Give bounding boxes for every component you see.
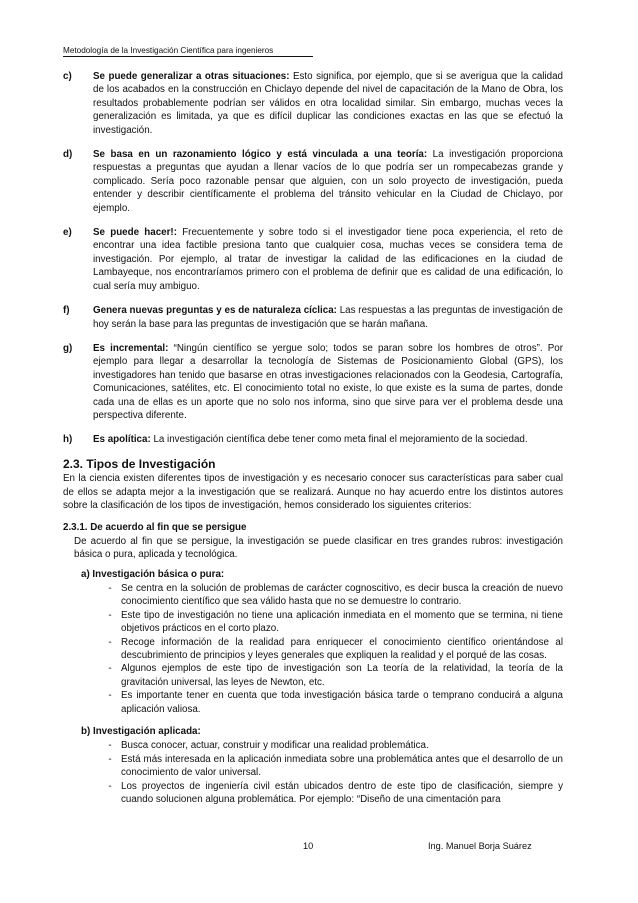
item-letter: d): [63, 149, 73, 161]
subsection-title: 2.3.1. De acuerdo al fin que se persigue: [63, 522, 247, 534]
item-title: Es apolítica:: [93, 434, 151, 446]
basic-research-block: [63, 568, 563, 716]
subsection-text: De acuerdo al fin que se persigue, la investigación se puede clasificar en tres grandes rubros: investigación básica o pura, aplicada y tecnológica.: [74, 535, 563, 561]
item-body: “Ningún científico se yergue solo; todos se paran sobre los hombres de otros”. Por ejemplo para llegar a desarrollar la tecnología de Sistemas de Posicionamiento Global (GPS), los investigadores han tenido que basarse en otras investigaciones relacionados con la Geodesia, Cartografía, Comunicaciones, satélites, etc. El conocimiento total no existe, lo que existe es la suma de partes, donde cada una de ellas es un aporte que no solo nos informa, sino que sirve para ver el problema desde una perspectiva diferente.: [93, 342, 563, 421]
bullet-text: Está más interesada en la aplicación inmediata sobre una problemática antes que el desarrollo de un conocimiento de valor universal.: [121, 753, 563, 779]
page-body: [63, 70, 563, 807]
item-letter: g): [63, 342, 73, 354]
bullet-item: [99, 662, 563, 689]
bullet-item: [99, 636, 563, 663]
basic-research-points: [99, 582, 563, 716]
item-text: [93, 304, 563, 331]
bullet-item: [99, 582, 563, 609]
item-body: La investigación científica debe tener como meta final el mejoramiento de la sociedad.: [150, 434, 528, 446]
dash-marker: -: [108, 636, 112, 648]
item-text: [93, 148, 563, 215]
item-title: Es incremental:: [93, 342, 169, 354]
dash-marker: -: [108, 690, 112, 702]
applied-research-title: b) Investigación aplicada:: [81, 726, 201, 738]
section-title: 2.3. Tipos de Investigación: [63, 456, 216, 471]
item-text: [93, 433, 563, 446]
list-item: [63, 70, 563, 137]
applied-research-points: [99, 739, 563, 806]
item-text: [93, 70, 563, 137]
list-item: [63, 304, 563, 331]
item-letter: c): [63, 71, 72, 82]
item-title: Se puede generalizar a otras situaciones:: [93, 71, 290, 82]
applied-research-block: [63, 725, 563, 806]
dash-marker: -: [108, 609, 112, 621]
bullet-text: Este tipo de investigación no tiene una aplicación inmediata en el momento que se termina, ni tiene objetivos prácticos en el corto plazo.: [121, 609, 563, 635]
item-body: Las respuestas a las preguntas de investigación de hoy serán la base para las preguntas de investigación que se harán mañana.: [93, 305, 563, 330]
page-number: 10: [303, 841, 314, 851]
dash-marker: -: [108, 740, 112, 752]
bullet-text: Busca conocer, actuar, construir y modificar una realidad problemática.: [121, 740, 429, 752]
item-body: Frecuentemente y sobre todo si el investigador tiene poca experiencia, el reto de encontrar una idea factible presiona tanto que cualquier cosa, muchas veces se considera tema de investigación. Por ejemplo, al tratar de investigar la calidad de las edificaciones en la ciudad de Lambayeque, nos encontraríamos primero con el problema de definir que es calidad de una edificación, lo cual sería muy ambiguo.: [93, 227, 563, 292]
item-title: Se basa en un razonamiento lógico y está vinculada a una teoría:: [93, 149, 428, 161]
bullet-item: [99, 753, 563, 780]
footer-author: Ing. Manuel Borja Suárez: [428, 841, 532, 851]
item-letter: e): [63, 227, 72, 239]
list-item: [63, 433, 563, 446]
item-text: [93, 342, 563, 422]
dash-marker: -: [108, 663, 112, 675]
dash-marker: -: [108, 753, 112, 765]
bullet-text: Recoge información de la realidad para enriquecer el conocimiento científico orientándose al descubrimiento de principios y leyes generales que expliquen la realidad y el porqué de las cosas.: [121, 636, 563, 662]
bullet-text: Se centra en la solución de problemas de carácter cognoscitivo, es decir busca la creación de nuevo conocimiento científico que sea válido hasta que no se demuestre lo contrario.: [121, 583, 563, 608]
bullet-text: Es importante tener en cuenta que toda investigación básica tarde o temprano conducirá a alguna aplicación valiosa.: [121, 690, 563, 715]
section-intro: En la ciencia existen diferentes tipos de investigación y es necesario conocer sus características para saber cual de ellos se adapta mejor a la investigación que se realizará. Aunque no hay acuerdo entre los distintos autores sobre la clasificación de los tipos de investigación, hemos considerado los siguientes criterios:: [63, 473, 563, 511]
list-item: [63, 226, 563, 293]
bullet-item: [99, 609, 563, 636]
dash-marker: -: [108, 583, 112, 594]
item-title: Genera nuevas preguntas y es de naturaleza cíclica:: [93, 305, 337, 317]
item-body: La investigación proporciona respuestas a preguntas que ayudan a llenar vacíos de lo que podría ser un rompecabezas grande y complicado. Sería poco razonable pensar que alguien, con un solo proyecto de investigación, pueda entender y describir científicamente el problema del tránsito vehicular en la Ciudad de Chiclayo, por ejemplo.: [93, 149, 563, 214]
running-header: Metodología de la Investigación Científica para ingenieros: [63, 46, 313, 57]
item-body: Esto significa, por ejemplo, que si se averigua que la calidad de los acabados en la construcción en Chiclayo depende del nivel de capacitación de la Mano de Obra, los resultados probablemente podrían ser válidos en otra localidad similar. Sin embargo, muchas veces la generalización es limitada, ya que es difícil duplicar las condiciones exactas en las que se efectuó la investigación.: [93, 71, 564, 136]
list-item: [63, 148, 563, 215]
bullet-text: Algunos ejemplos de este tipo de investigación son La teoría de la relatividad, la teoría de la gravitación universal, las leyes de Newton, etc.: [121, 663, 563, 688]
dash-marker: -: [108, 780, 112, 792]
bullet-item: [99, 689, 563, 716]
list-item: [63, 342, 563, 422]
characteristics-list: [63, 70, 563, 447]
item-title: Se puede hacer!:: [93, 227, 177, 239]
bullet-item: [99, 780, 563, 807]
item-text: [93, 226, 563, 293]
bullet-text: Los proyectos de ingeniería civil están ubicados dentro de este tipo de clasificación, siempre y cuando solucionen alguna problemática. Por ejemplo: “Diseño de una cimentación para: [121, 780, 563, 806]
bullet-item: [99, 739, 563, 752]
item-letter: f): [63, 305, 70, 317]
item-letter: h): [63, 434, 73, 446]
basic-research-title: a) Investigación básica o pura:: [81, 568, 225, 580]
